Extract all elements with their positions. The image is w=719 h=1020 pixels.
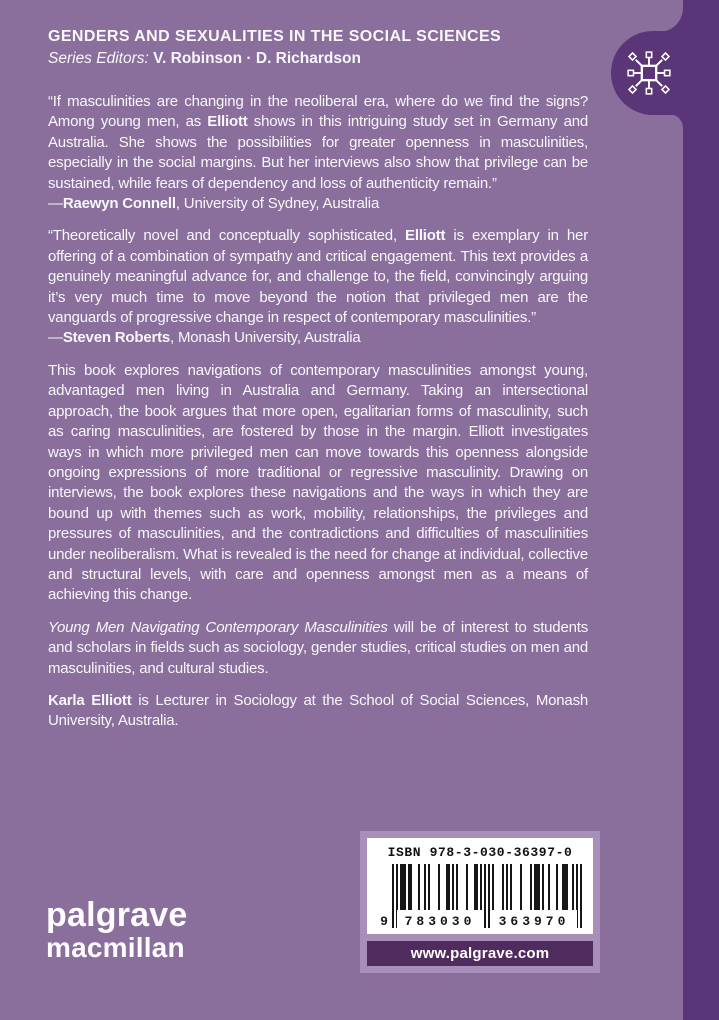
isbn-label: ISBN 978-3-030-36397-0	[387, 845, 573, 860]
series-title: GENDERS AND SEXUALITIES IN THE SOCIAL SCIENCES	[48, 28, 502, 45]
endorsement-quote-1: “If masculinities are changing in the neoliberal era, where do we find the signs? Among young men, as Elliott shows in this intriguing study set in Germany and Australia. She shows the possibilities for greater openness in masculinities, especially in the social margins. But her interviews also show that privilege can be sustained, while fears of dependency and loss of authenticity remain.”	[48, 93, 588, 192]
endorsement-quote-2: “Theoretically novel and conceptually sophisticated, Elliott is exemplary in her offering of a combination of sympathy and critical engagement. This text provides a genuinely meaningful advance for, and challenge to, the field, convincingly arguing it’s very much time to move beyond the notion that privileged men are the vanguards of progressive change in respect of contemporary masculinities.”	[48, 227, 588, 327]
publisher-logo-line2: macmillan	[46, 932, 185, 963]
isbn-white-panel	[367, 838, 593, 934]
series-editors	[48, 50, 588, 68]
endorsement-attribution-2: —Steven Roberts, Monash University, Australia	[48, 329, 361, 347]
publisher-logo-line1: palgrave	[46, 896, 188, 934]
series-editors-label: Series Editors:	[48, 50, 149, 67]
main-text-column	[48, 28, 588, 744]
tab-top-fillet	[659, 8, 683, 32]
audience-note: Young Men Navigating Contemporary Masculinities will be of interest to students and scholars in fields such as sociology, gender studies, critical studies on men and masculinities, and cultural studies.	[48, 618, 588, 677]
book-description: This book explores navigations of contemporary masculinities amongst young, advantaged men living in Australia and Germany. Taking an intersectional approach, the book argues that more open, egalitarian forms of masculinity, such as caring masculinities, are fostered by those in the margin. Elliott investigates ways in which more privileged men can move towards this openness alongside ongoing expressions of more traditional or regressive masculinity. Drawing on interviews, the book explores these navigations and the ways in which they are bound up with themes such as work, mobility, relationships, the privileges and pressures of masculinities, and the contradictions and difficulties of masculinities under neoliberalism. What is revealed is the need for change at individual, collective and structural levels, with care and openness amongst men as a means of achieving this change.	[48, 361, 588, 604]
isbn-block	[360, 831, 600, 973]
series-logo-tab	[611, 31, 719, 115]
author-bio: Karla Elliott is Lecturer in Sociology at the School of Social Sciences, Monash University, Australia.	[48, 691, 589, 730]
endorsement-attribution-1: —Raewyn Connell, University of Sydney, Australia	[48, 195, 380, 213]
series-network-icon	[626, 50, 672, 96]
svg-text:783030: 783030	[404, 914, 476, 929]
publisher-logo	[46, 897, 187, 963]
svg-text:363970: 363970	[498, 914, 570, 929]
ean13-barcode	[378, 864, 582, 932]
series-editors-names: V. Robinson · D. Richardson	[153, 50, 361, 67]
website-url: www.palgrave.com	[410, 945, 550, 962]
svg-text:9: 9	[380, 914, 388, 929]
tab-bottom-fillet	[669, 114, 683, 128]
right-edge-strip	[683, 0, 719, 1020]
website-bar	[367, 941, 593, 966]
